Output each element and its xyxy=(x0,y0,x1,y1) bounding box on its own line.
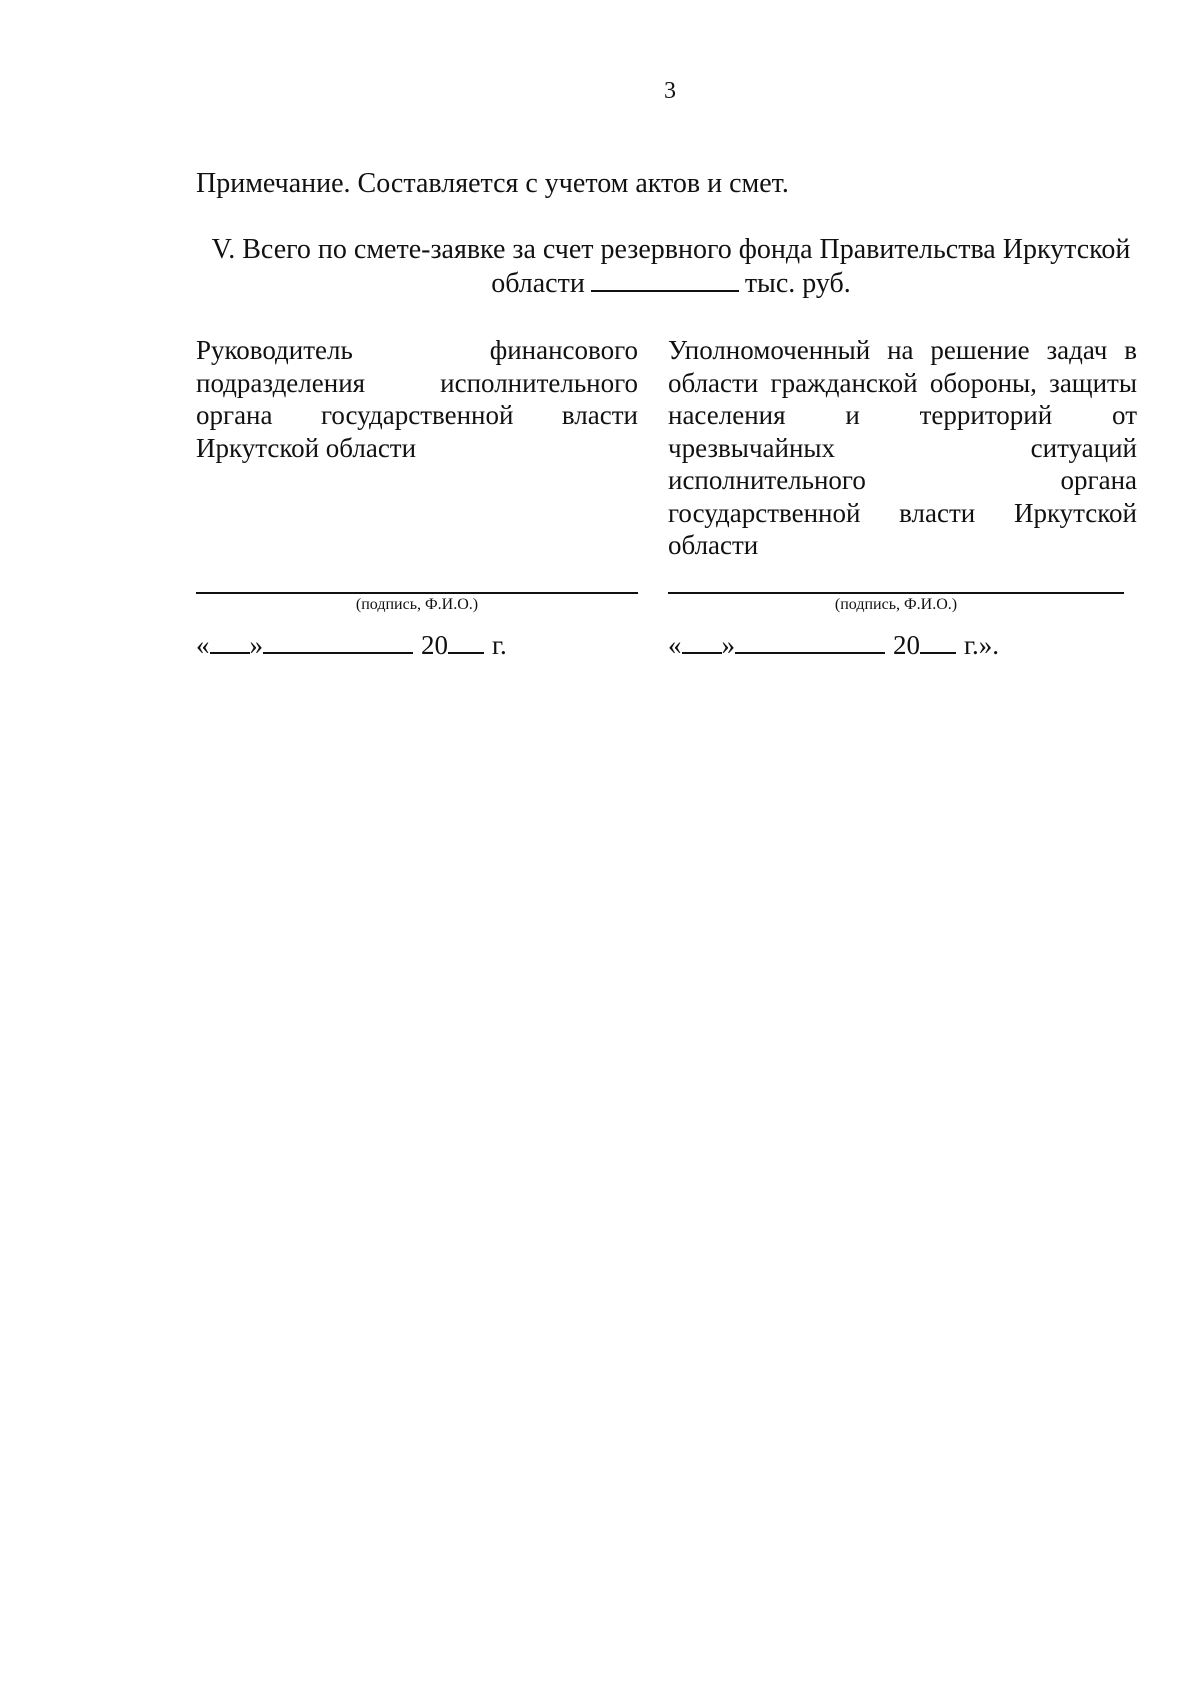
date-left-open-quote: « xyxy=(196,630,210,660)
signature-left-caption: (подпись, Ф.И.О.) xyxy=(355,596,479,613)
signature-right-caption: (подпись, Ф.И.О.) xyxy=(834,596,958,613)
date-left-year-suffix: г. xyxy=(492,630,507,660)
total-line-2 xyxy=(196,266,1146,300)
signature-right-title: Уполномоченный на решение задач в области гражданской обороны, защиты населения и территорий от чрезвычайных ситуаций исполнительного органа государственной власти Иркутской области xyxy=(668,335,1137,560)
note-text: Примечание. Составляется с учетом актов и смет. xyxy=(196,168,789,199)
signature-left-title: Руководитель финансового подразделения исполнительного органа государственной власти Иркутской области xyxy=(196,335,638,463)
date-right-year-prefix: 20 xyxy=(893,630,920,660)
date-right xyxy=(668,630,999,661)
date-left-month-blank xyxy=(263,630,413,654)
date-left-year-prefix: 20 xyxy=(421,630,448,660)
signature-right-block xyxy=(668,334,1137,562)
total-line-1: V. Всего по смете-заявке за счет резервного фонда Правительства Иркутской xyxy=(211,234,1131,265)
date-right-year-suffix: г.». xyxy=(964,630,1000,660)
date-left-day-blank xyxy=(210,630,250,654)
date-right-year-blank xyxy=(920,630,956,654)
signature-left-line xyxy=(196,592,638,594)
date-left-close-quote: » xyxy=(249,630,263,660)
signature-right-line xyxy=(668,592,1124,594)
date-right-day-blank xyxy=(682,630,722,654)
total-prefix: области xyxy=(491,268,585,299)
page-number: 3 xyxy=(664,78,676,104)
signature-left-block xyxy=(196,334,638,464)
date-left xyxy=(196,630,507,661)
date-right-open-quote: « xyxy=(668,630,682,660)
total-block xyxy=(196,233,1146,300)
total-amount-blank xyxy=(591,266,739,292)
date-right-close-quote: » xyxy=(721,630,735,660)
date-right-month-blank xyxy=(735,630,885,654)
date-left-year-blank xyxy=(448,630,484,654)
total-suffix: тыс. руб. xyxy=(744,268,851,299)
